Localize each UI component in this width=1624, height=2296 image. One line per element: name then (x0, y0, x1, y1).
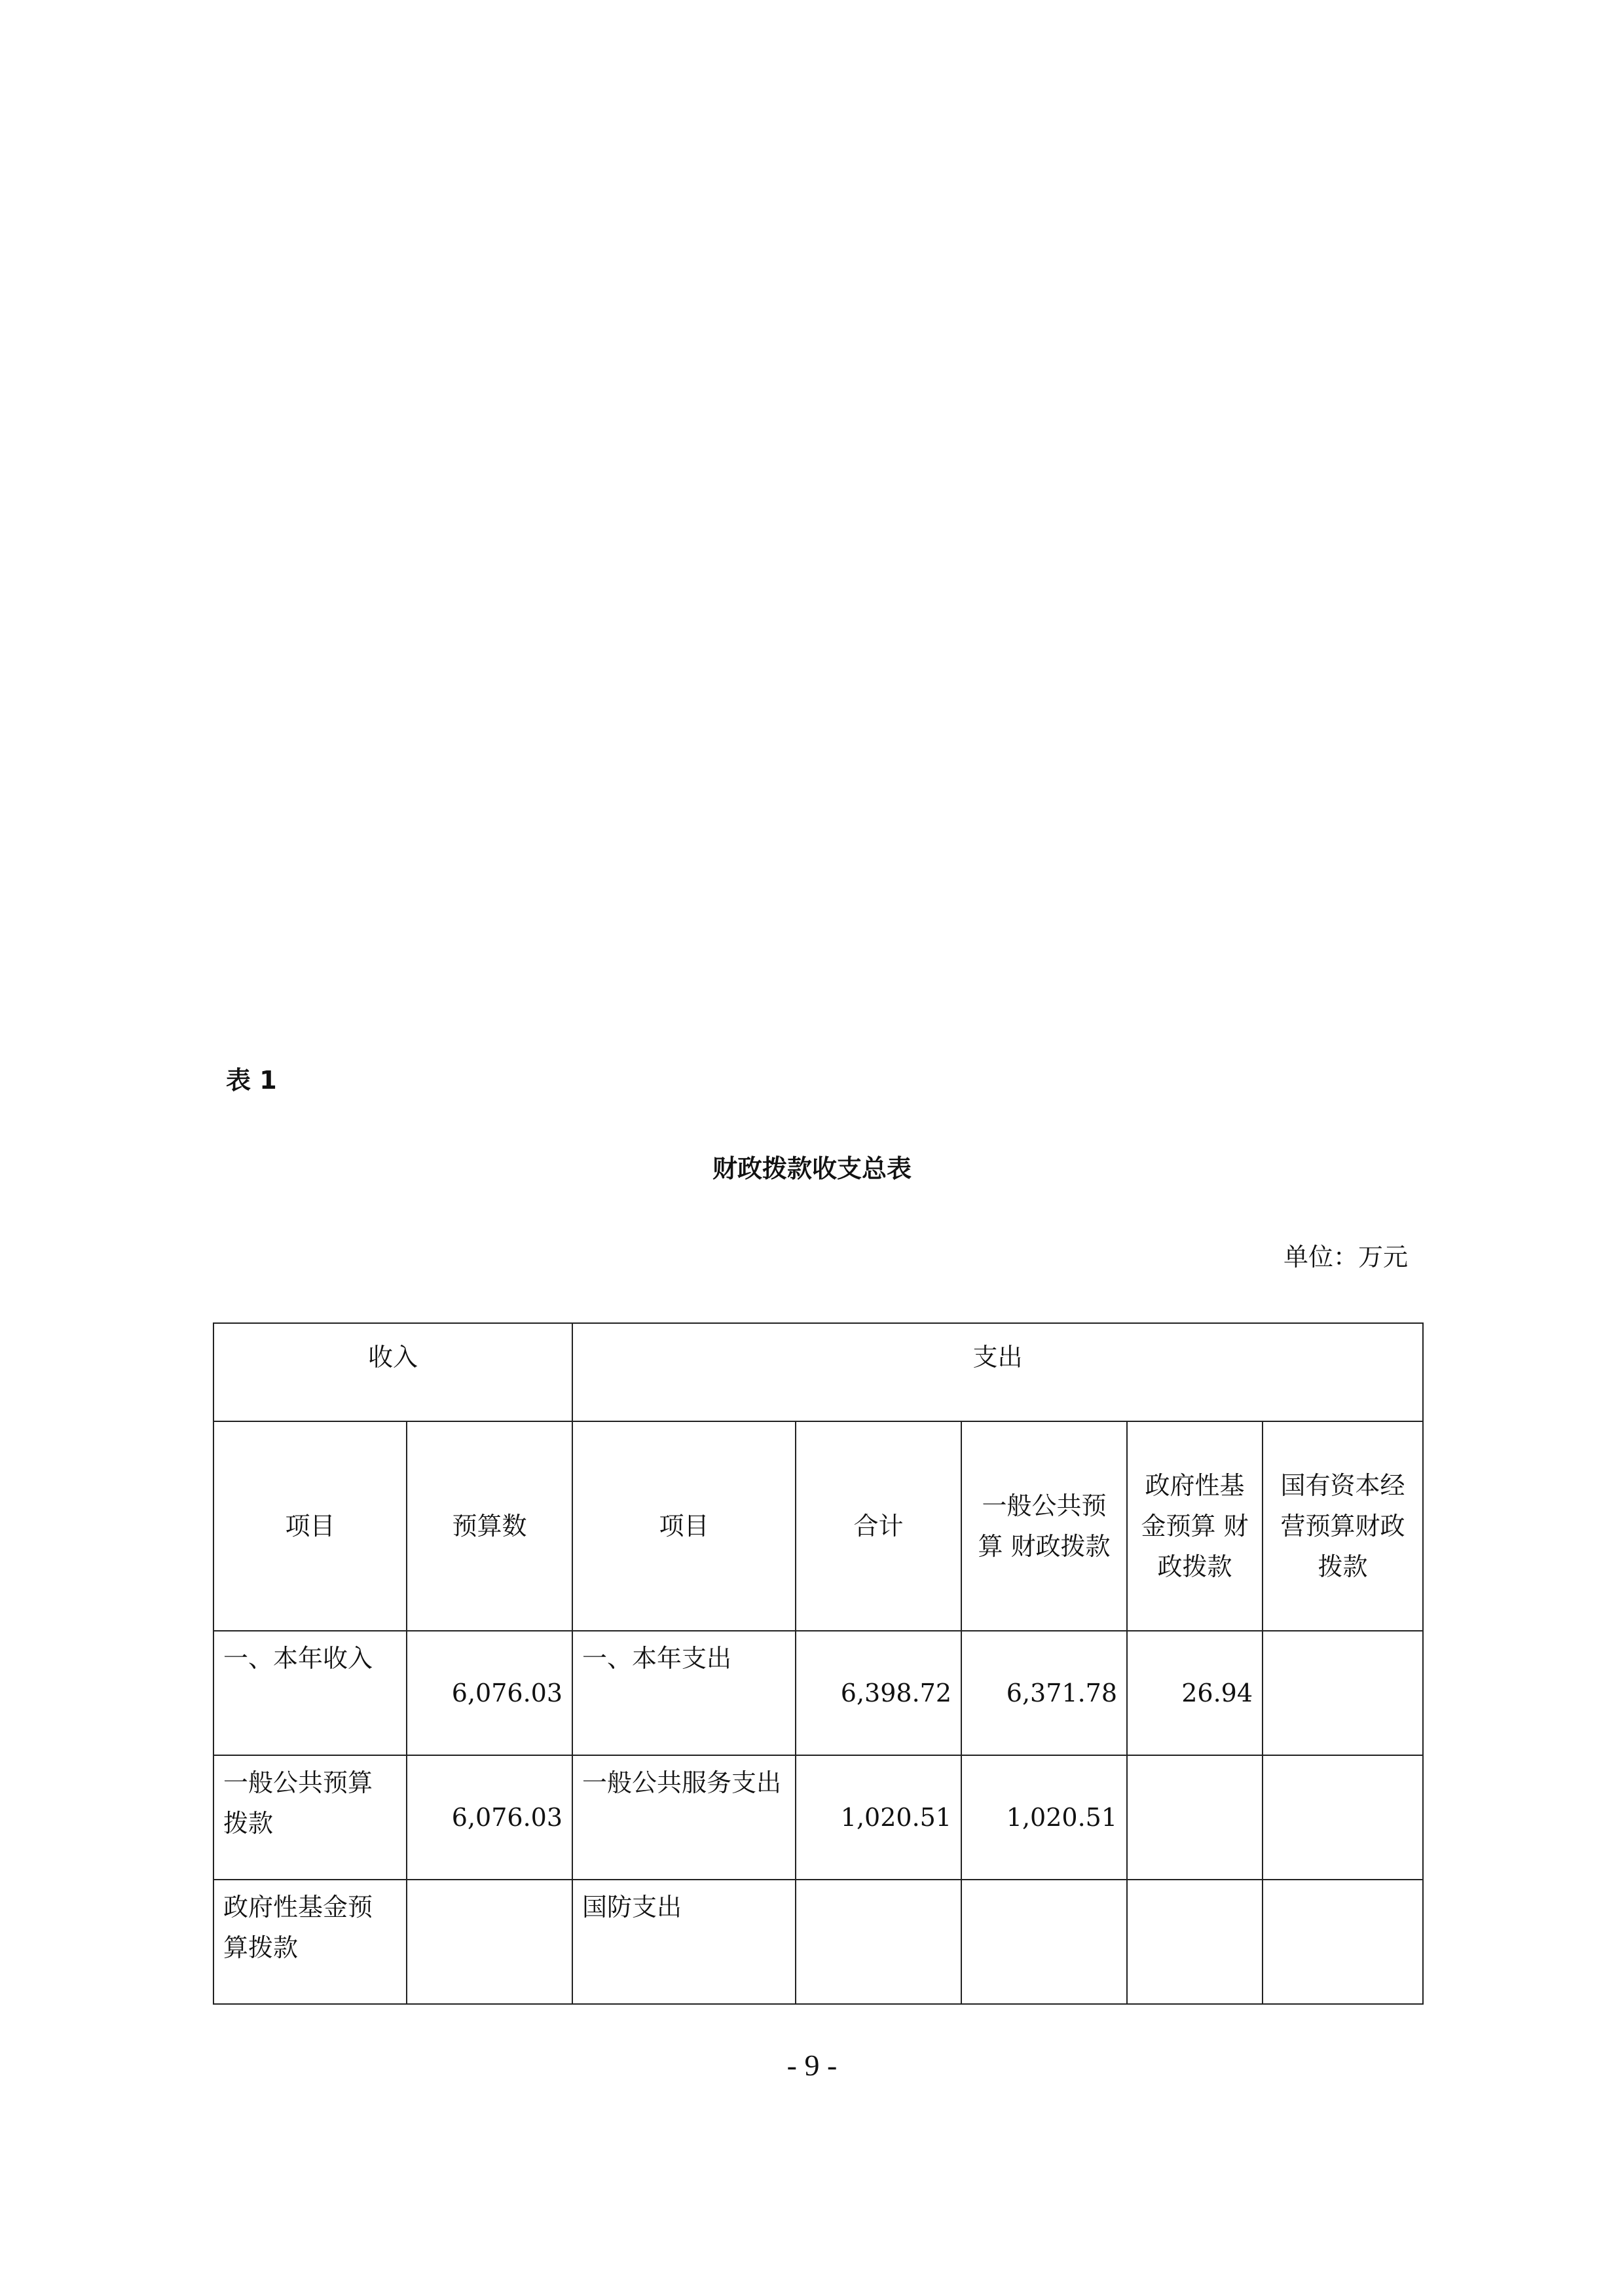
income-item-cell: 一、本年收入 (213, 1631, 407, 1755)
income-group-header: 收入 (213, 1323, 572, 1421)
expense-item-header: 项目 (572, 1421, 796, 1631)
group-header-row (213, 1323, 1423, 1421)
table-label: 表 1 (226, 1066, 277, 1095)
total-cell: 6,398.72 (796, 1631, 961, 1755)
income-budget-header: 预算数 (407, 1421, 572, 1631)
table-row (213, 1880, 1423, 2004)
gov-fund-cell (1127, 1880, 1263, 2004)
total-cell: 1,020.51 (796, 1755, 961, 1880)
expense-item-cell: 国防支出 (572, 1880, 796, 2004)
page-number: - 9 - (786, 2049, 838, 2082)
expense-group-header: 支出 (572, 1323, 1423, 1421)
general-budget-header: 一般公共预算 财政拨款 (961, 1421, 1127, 1631)
total-header: 合计 (796, 1421, 961, 1631)
income-item-cell: 一般公共预算拨款 (213, 1755, 407, 1880)
column-header-row (213, 1421, 1423, 1631)
total-cell (796, 1880, 961, 2004)
income-budget-cell: 6,076.03 (407, 1631, 572, 1755)
fiscal-appropriation-table (213, 1322, 1424, 2005)
income-budget-cell (407, 1880, 572, 2004)
general-budget-cell: 1,020.51 (961, 1755, 1127, 1880)
expense-item-cell: 一、本年支出 (572, 1631, 796, 1755)
gov-fund-cell: 26.94 (1127, 1631, 1263, 1755)
state-capital-cell (1263, 1755, 1423, 1880)
gov-fund-header: 政府性基金预算 财政拨款 (1127, 1421, 1263, 1631)
gov-fund-cell (1127, 1755, 1263, 1880)
table-title: 财政拨款收支总表 (712, 1154, 912, 1183)
table-row (213, 1631, 1423, 1755)
expense-item-cell: 一般公共服务支出 (572, 1755, 796, 1880)
income-item-cell: 政府性基金预算拨款 (213, 1880, 407, 2004)
general-budget-cell: 6,371.78 (961, 1631, 1127, 1755)
state-capital-cell (1263, 1880, 1423, 2004)
income-budget-cell: 6,076.03 (407, 1755, 572, 1880)
unit-label: 单位：万元 (1283, 1243, 1408, 1271)
general-budget-cell (961, 1880, 1127, 2004)
table-row (213, 1755, 1423, 1880)
state-capital-header: 国有资本经营预算财政拨款 (1263, 1421, 1423, 1631)
state-capital-cell (1263, 1631, 1423, 1755)
income-item-header: 项目 (213, 1421, 407, 1631)
